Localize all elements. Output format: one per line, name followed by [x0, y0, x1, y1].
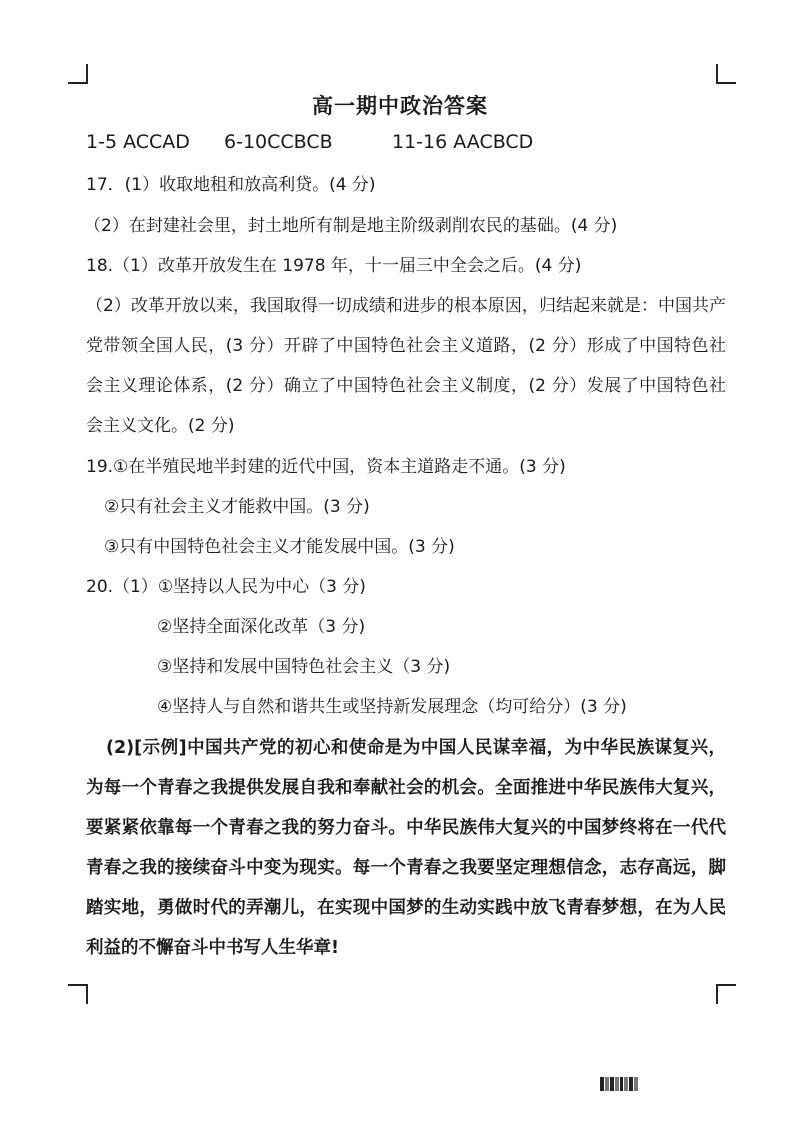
q17-part1: 17．(1）收取地租和放高利贷。(4 分) [86, 175, 376, 195]
q20-part2: (2)[示例]中国共产党的初心和使命是为中国人民谋幸福，为中华民族谋复兴，为每一个青春之我提供发展自我和奉献社会的机会。全面推进中华民族伟大复兴，要紧紧依靠每一个青春之我的努力奋斗。中华民族伟大复兴的中国梦终将在一代代青春之我的接续奋斗中变为现实。每一个青春之我要坚定理想信念，志存高远，脚踏实地，勇做时代的弄潮儿，在实现中国梦的生动实践中放飞青春梦想，在为人民利益的不懈奋斗中书写人生华章! [86, 738, 726, 958]
scanner-watermark-icon [600, 1077, 638, 1091]
multiple-choice-answers [86, 130, 533, 154]
crop-mark-bottom-right [716, 984, 736, 1004]
mc-group-11-16: 11-16 AACBCD [392, 131, 534, 153]
crop-mark-top-right [716, 64, 736, 84]
page-title: 高一期中政治答案 [312, 94, 488, 118]
q18-part1: 18.（1）改革开放发生在 1978 年，十一届三中全会之后。(4 分) [86, 256, 582, 276]
q20-part1-point2: ②坚持全面深化改革（3 分) [157, 617, 366, 637]
q20-part1-point4: ④坚持人与自然和谐共生或坚持新发展理念（均可给分）(3 分) [157, 697, 627, 717]
mc-group-1-5: 1-5 ACCAD [86, 131, 190, 153]
q20-part1-point1: 20.（1）①坚持以人民为中心（3 分) [86, 577, 366, 597]
q19-point1: 19.①在半殖民地半封建的近代中国，资本主道路走不通。(3 分) [86, 457, 566, 477]
crop-mark-top-left [68, 64, 88, 84]
q17-part2: （2）在封建社会里，封土地所有制是地主阶级剥削农民的基础。(4 分) [84, 216, 618, 236]
mc-group-6-10: 6-10CCBCB [224, 131, 333, 153]
q19-point3: ③只有中国特色社会主义才能发展中国。(3 分) [104, 537, 455, 557]
q19-point2: ②只有社会主义才能救中国。(3 分) [104, 497, 370, 517]
q18-part2: （2）改革开放以来，我国取得一切成绩和进步的根本原因，归结起来就是：中国共产党带领全国人民，(3 分）开辟了中国特色社会主义道路，(2 分）形成了中国特色社会主义理论体系，(2 分）确立了中国特色社会主义制度，(2 分）发展了中国特色社会主义文化。(2 分) [86, 296, 726, 436]
q20-part1-point3: ③坚持和发展中国特色社会主义（3 分) [157, 657, 451, 677]
crop-mark-bottom-left [68, 984, 88, 1004]
